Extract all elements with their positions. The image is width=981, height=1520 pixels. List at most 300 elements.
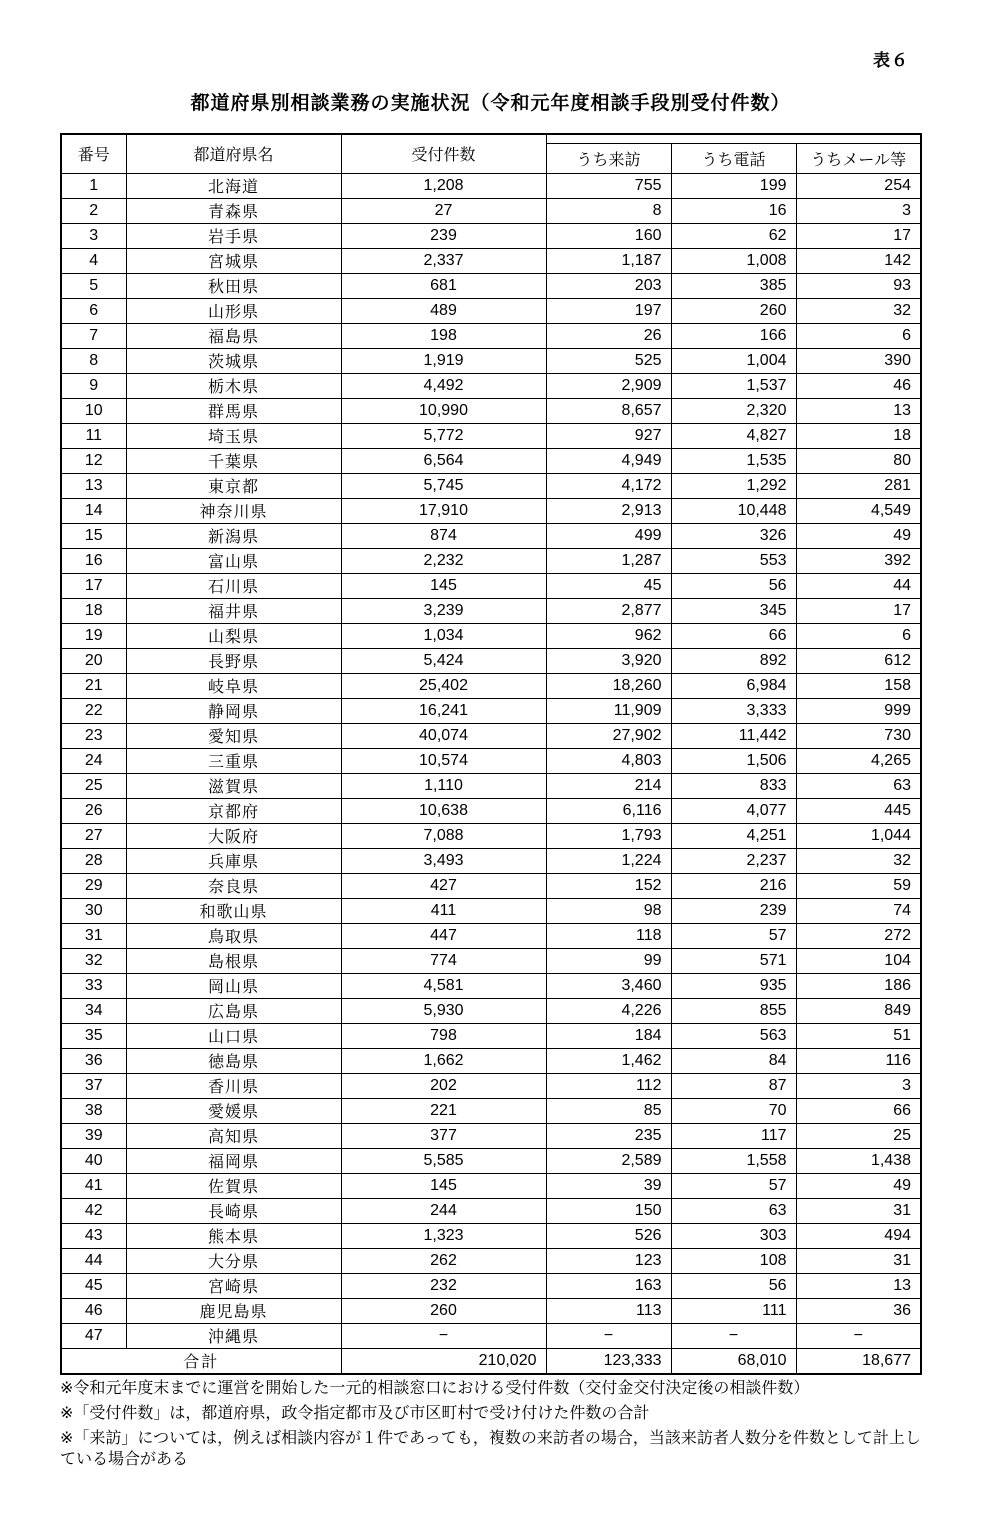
- row-total-cell: 10,574: [341, 748, 546, 773]
- page-title: 都道府県別相談業務の実施状況（令和元年度相談手段別受付件数）: [190, 93, 791, 114]
- table-row: [61, 223, 921, 248]
- row-phone-cell: 855: [671, 998, 796, 1023]
- row-phone-cell: 56: [671, 1273, 796, 1298]
- row-total-cell: 145: [341, 573, 546, 598]
- row-prefecture-cell: 群馬県: [126, 398, 341, 423]
- header-spacer: [546, 134, 921, 143]
- row-number-cell: 43: [61, 1223, 126, 1248]
- table-row: [61, 1298, 921, 1323]
- row-mail-cell: 31: [796, 1248, 921, 1273]
- prefecture-stats-table: [60, 133, 922, 1375]
- row-total-cell: 489: [341, 298, 546, 323]
- footnote: ※令和元年度末までに運営を開始した一元的相談窓口における受付件数（交付金交付決定後の相談件数）: [60, 1380, 810, 1397]
- row-mail-cell: 93: [796, 273, 921, 298]
- row-prefecture-cell: 山形県: [126, 298, 341, 323]
- row-visit-cell: 197: [546, 298, 671, 323]
- row-visit-cell: 4,226: [546, 998, 671, 1023]
- row-visit-cell: 4,172: [546, 473, 671, 498]
- row-prefecture-cell: 山口県: [126, 1023, 341, 1048]
- row-total-cell: 3,239: [341, 598, 546, 623]
- row-visit-cell: 927: [546, 423, 671, 448]
- table-row: [61, 898, 921, 923]
- row-mail-cell: 6: [796, 623, 921, 648]
- row-total-cell: 5,424: [341, 648, 546, 673]
- row-total-cell: 221: [341, 1098, 546, 1123]
- table-row: [61, 773, 921, 798]
- row-visit-cell: 27,902: [546, 723, 671, 748]
- row-phone-cell: 1,537: [671, 373, 796, 398]
- table-row: [61, 1123, 921, 1148]
- row-mail-cell: 254: [796, 173, 921, 198]
- row-number-cell: 4: [61, 248, 126, 273]
- row-mail-cell: 80: [796, 448, 921, 473]
- row-mail-cell: 104: [796, 948, 921, 973]
- total-row: [61, 1348, 921, 1374]
- row-phone-cell: 117: [671, 1123, 796, 1148]
- row-prefecture-cell: 東京都: [126, 473, 341, 498]
- row-prefecture-cell: 栃木県: [126, 373, 341, 398]
- row-total-cell: 1,208: [341, 173, 546, 198]
- row-total-cell: 239: [341, 223, 546, 248]
- row-prefecture-cell: 宮城県: [126, 248, 341, 273]
- row-number-cell: 21: [61, 673, 126, 698]
- row-visit-cell: 85: [546, 1098, 671, 1123]
- row-total-cell: 1,662: [341, 1048, 546, 1073]
- row-visit-cell: 11,909: [546, 698, 671, 723]
- row-visit-cell: 18,260: [546, 673, 671, 698]
- table-row: [61, 348, 921, 373]
- row-number-cell: 25: [61, 773, 126, 798]
- row-number-cell: 9: [61, 373, 126, 398]
- row-total-cell: 262: [341, 1248, 546, 1273]
- row-phone-cell: 70: [671, 1098, 796, 1123]
- row-visit-cell: 6,116: [546, 798, 671, 823]
- row-prefecture-cell: 京都府: [126, 798, 341, 823]
- row-mail-cell: 158: [796, 673, 921, 698]
- row-total-cell: 17,910: [341, 498, 546, 523]
- row-visit-cell: 4,949: [546, 448, 671, 473]
- row-phone-cell: 87: [671, 1073, 796, 1098]
- row-number-cell: 20: [61, 648, 126, 673]
- row-number-cell: 40: [61, 1148, 126, 1173]
- table-row: [61, 1048, 921, 1073]
- row-mail-cell: 13: [796, 398, 921, 423]
- row-phone-cell: 385: [671, 273, 796, 298]
- row-number-cell: 7: [61, 323, 126, 348]
- header-visit: うち来訪: [546, 143, 671, 173]
- row-total-cell: 7,088: [341, 823, 546, 848]
- row-prefecture-cell: 北海道: [126, 173, 341, 198]
- row-number-cell: 38: [61, 1098, 126, 1123]
- table-row: [61, 1273, 921, 1298]
- row-mail-cell: 142: [796, 248, 921, 273]
- row-prefecture-cell: 福岡県: [126, 1148, 341, 1173]
- row-visit-cell: 1,793: [546, 823, 671, 848]
- row-phone-cell: 553: [671, 548, 796, 573]
- row-mail-cell: 3: [796, 198, 921, 223]
- row-mail-cell: 66: [796, 1098, 921, 1123]
- row-number-cell: 31: [61, 923, 126, 948]
- row-mail-cell: 74: [796, 898, 921, 923]
- row-visit-cell: 4,803: [546, 748, 671, 773]
- row-visit-cell: 2,589: [546, 1148, 671, 1173]
- row-number-cell: 32: [61, 948, 126, 973]
- row-total-cell: 6,564: [341, 448, 546, 473]
- table-row: [61, 1198, 921, 1223]
- header-phone: うち電話: [671, 143, 796, 173]
- table-number-label: 表６: [873, 51, 909, 70]
- row-phone-cell: 563: [671, 1023, 796, 1048]
- row-number-cell: 45: [61, 1273, 126, 1298]
- row-phone-cell: 326: [671, 523, 796, 548]
- row-number-cell: 44: [61, 1248, 126, 1273]
- row-phone-cell: 2,237: [671, 848, 796, 873]
- table-row: [61, 623, 921, 648]
- row-visit-cell: 962: [546, 623, 671, 648]
- row-total-cell: 25,402: [341, 673, 546, 698]
- row-prefecture-cell: 茨城県: [126, 348, 341, 373]
- row-total-cell: 1,323: [341, 1223, 546, 1248]
- row-mail-cell: 1,044: [796, 823, 921, 848]
- row-number-cell: 2: [61, 198, 126, 223]
- row-visit-cell: 2,909: [546, 373, 671, 398]
- row-prefecture-cell: 千葉県: [126, 448, 341, 473]
- row-prefecture-cell: 福島県: [126, 323, 341, 348]
- table-footer: [61, 1348, 921, 1374]
- row-number-cell: 12: [61, 448, 126, 473]
- table-row: [61, 248, 921, 273]
- row-prefecture-cell: 奈良県: [126, 873, 341, 898]
- row-total-cell: 27: [341, 198, 546, 223]
- row-number-cell: 14: [61, 498, 126, 523]
- row-total-cell: 1,034: [341, 623, 546, 648]
- row-number-cell: 16: [61, 548, 126, 573]
- row-number-cell: 5: [61, 273, 126, 298]
- table-row: [61, 973, 921, 998]
- row-prefecture-cell: 鹿児島県: [126, 1298, 341, 1323]
- table-row: [61, 548, 921, 573]
- row-visit-cell: 8: [546, 198, 671, 223]
- row-visit-cell: 45: [546, 573, 671, 598]
- row-visit-cell: 755: [546, 173, 671, 198]
- row-number-cell: 39: [61, 1123, 126, 1148]
- row-number-cell: 36: [61, 1048, 126, 1073]
- row-total-cell: 1,110: [341, 773, 546, 798]
- row-number-cell: 33: [61, 973, 126, 998]
- row-prefecture-cell: 秋田県: [126, 273, 341, 298]
- row-visit-cell: 3,460: [546, 973, 671, 998]
- row-number-cell: 6: [61, 298, 126, 323]
- row-phone-cell: 239: [671, 898, 796, 923]
- row-number-cell: 46: [61, 1298, 126, 1323]
- table-row: [61, 1098, 921, 1123]
- row-number-cell: 28: [61, 848, 126, 873]
- table-row: [61, 1148, 921, 1173]
- row-mail-cell: 116: [796, 1048, 921, 1073]
- row-total-cell: 5,772: [341, 423, 546, 448]
- row-number-cell: 29: [61, 873, 126, 898]
- row-number-cell: 1: [61, 173, 126, 198]
- table-row: [61, 1173, 921, 1198]
- row-mail-cell: 36: [796, 1298, 921, 1323]
- row-visit-cell: 3,920: [546, 648, 671, 673]
- table-row: [61, 448, 921, 473]
- row-prefecture-cell: 兵庫県: [126, 848, 341, 873]
- row-visit-cell: 99: [546, 948, 671, 973]
- table-row: [61, 873, 921, 898]
- row-phone-cell: 57: [671, 1173, 796, 1198]
- row-total-cell: 260: [341, 1298, 546, 1323]
- row-total-cell: 145: [341, 1173, 546, 1198]
- row-visit-cell: 184: [546, 1023, 671, 1048]
- row-number-cell: 30: [61, 898, 126, 923]
- row-phone-cell: 345: [671, 598, 796, 623]
- row-number-cell: 37: [61, 1073, 126, 1098]
- row-number-cell: 34: [61, 998, 126, 1023]
- row-visit-cell: 98: [546, 898, 671, 923]
- row-mail-cell: 849: [796, 998, 921, 1023]
- row-prefecture-cell: 青森県: [126, 198, 341, 223]
- row-number-cell: 26: [61, 798, 126, 823]
- row-phone-cell: −: [671, 1323, 796, 1348]
- row-prefecture-cell: 愛知県: [126, 723, 341, 748]
- row-mail-cell: 730: [796, 723, 921, 748]
- row-number-cell: 13: [61, 473, 126, 498]
- row-phone-cell: 260: [671, 298, 796, 323]
- table-row: [61, 823, 921, 848]
- row-mail-cell: 63: [796, 773, 921, 798]
- table-row: [61, 1248, 921, 1273]
- row-mail-cell: 44: [796, 573, 921, 598]
- row-phone-cell: 4,827: [671, 423, 796, 448]
- row-phone-cell: 892: [671, 648, 796, 673]
- row-number-cell: 27: [61, 823, 126, 848]
- row-mail-cell: 17: [796, 223, 921, 248]
- row-mail-cell: 445: [796, 798, 921, 823]
- row-prefecture-cell: 埼玉県: [126, 423, 341, 448]
- row-visit-cell: 150: [546, 1198, 671, 1223]
- row-mail-cell: 17: [796, 598, 921, 623]
- table-row: [61, 398, 921, 423]
- table-row: [61, 923, 921, 948]
- row-mail-cell: 281: [796, 473, 921, 498]
- row-prefecture-cell: 長崎県: [126, 1198, 341, 1223]
- row-prefecture-cell: 徳島県: [126, 1048, 341, 1073]
- table-row: [61, 648, 921, 673]
- row-visit-cell: 1,462: [546, 1048, 671, 1073]
- table-row: [61, 1023, 921, 1048]
- row-phone-cell: 11,442: [671, 723, 796, 748]
- row-phone-cell: 1,558: [671, 1148, 796, 1173]
- row-mail-cell: 392: [796, 548, 921, 573]
- row-visit-cell: 525: [546, 348, 671, 373]
- footnotes: [60, 1378, 928, 1474]
- total-visit-value: 123,333: [546, 1348, 671, 1374]
- row-total-cell: 16,241: [341, 698, 546, 723]
- table-row: [61, 798, 921, 823]
- row-visit-cell: 113: [546, 1298, 671, 1323]
- table-row: [61, 998, 921, 1023]
- row-total-cell: 244: [341, 1198, 546, 1223]
- table-row: [61, 323, 921, 348]
- row-visit-cell: 123: [546, 1248, 671, 1273]
- row-total-cell: 3,493: [341, 848, 546, 873]
- row-total-cell: 4,492: [341, 373, 546, 398]
- row-phone-cell: 833: [671, 773, 796, 798]
- row-number-cell: 22: [61, 698, 126, 723]
- row-visit-cell: 2,877: [546, 598, 671, 623]
- header-total-count: 受付件数: [341, 134, 546, 173]
- row-total-cell: 10,638: [341, 798, 546, 823]
- row-total-cell: 10,990: [341, 398, 546, 423]
- row-phone-cell: 2,320: [671, 398, 796, 423]
- row-mail-cell: 49: [796, 1173, 921, 1198]
- row-phone-cell: 62: [671, 223, 796, 248]
- row-visit-cell: 112: [546, 1073, 671, 1098]
- row-prefecture-cell: 滋賀県: [126, 773, 341, 798]
- table-row: [61, 573, 921, 598]
- row-visit-cell: 203: [546, 273, 671, 298]
- table-row: [61, 723, 921, 748]
- table-row: [61, 673, 921, 698]
- table-row: [61, 173, 921, 198]
- table-row: [61, 298, 921, 323]
- row-total-cell: 377: [341, 1123, 546, 1148]
- row-total-cell: 202: [341, 1073, 546, 1098]
- row-total-cell: 774: [341, 948, 546, 973]
- row-number-cell: 17: [61, 573, 126, 598]
- row-mail-cell: 51: [796, 1023, 921, 1048]
- table-row: [61, 1323, 921, 1348]
- row-total-cell: 427: [341, 873, 546, 898]
- row-phone-cell: 4,251: [671, 823, 796, 848]
- row-prefecture-cell: 沖縄県: [126, 1323, 341, 1348]
- row-prefecture-cell: 宮崎県: [126, 1273, 341, 1298]
- row-phone-cell: 57: [671, 923, 796, 948]
- header-prefecture: 都道府県名: [126, 134, 341, 173]
- row-mail-cell: −: [796, 1323, 921, 1348]
- row-visit-cell: 8,657: [546, 398, 671, 423]
- footnote: ※「来訪」については，例えば相談内容が１件であっても，複数の来訪者の場合，当該来訪者人数分を件数として計上している場合がある: [60, 1430, 921, 1469]
- total-mail-value: 18,677: [796, 1348, 921, 1374]
- row-mail-cell: 46: [796, 373, 921, 398]
- row-prefecture-cell: 山梨県: [126, 623, 341, 648]
- row-total-cell: 681: [341, 273, 546, 298]
- row-prefecture-cell: 三重県: [126, 748, 341, 773]
- row-number-cell: 41: [61, 1173, 126, 1198]
- row-visit-cell: 526: [546, 1223, 671, 1248]
- row-mail-cell: 4,549: [796, 498, 921, 523]
- row-phone-cell: 303: [671, 1223, 796, 1248]
- row-number-cell: 3: [61, 223, 126, 248]
- row-total-cell: 2,337: [341, 248, 546, 273]
- row-mail-cell: 390: [796, 348, 921, 373]
- row-mail-cell: 4,265: [796, 748, 921, 773]
- row-number-cell: 23: [61, 723, 126, 748]
- row-visit-cell: −: [546, 1323, 671, 1348]
- row-number-cell: 10: [61, 398, 126, 423]
- row-prefecture-cell: 富山県: [126, 548, 341, 573]
- row-visit-cell: 1,224: [546, 848, 671, 873]
- table-row: [61, 198, 921, 223]
- row-number-cell: 15: [61, 523, 126, 548]
- table-row: [61, 848, 921, 873]
- row-prefecture-cell: 岐阜県: [126, 673, 341, 698]
- table-row: [61, 498, 921, 523]
- row-phone-cell: 16: [671, 198, 796, 223]
- row-visit-cell: 214: [546, 773, 671, 798]
- row-visit-cell: 26: [546, 323, 671, 348]
- row-number-cell: 42: [61, 1198, 126, 1223]
- row-visit-cell: 163: [546, 1273, 671, 1298]
- table-header: [61, 134, 921, 173]
- table-row: [61, 948, 921, 973]
- total-count-value: 210,020: [341, 1348, 546, 1374]
- row-prefecture-cell: 広島県: [126, 998, 341, 1023]
- row-mail-cell: 612: [796, 648, 921, 673]
- row-phone-cell: 56: [671, 573, 796, 598]
- row-visit-cell: 118: [546, 923, 671, 948]
- row-phone-cell: 1,004: [671, 348, 796, 373]
- row-number-cell: 24: [61, 748, 126, 773]
- row-mail-cell: 3: [796, 1073, 921, 1098]
- row-mail-cell: 18: [796, 423, 921, 448]
- row-mail-cell: 25: [796, 1123, 921, 1148]
- row-phone-cell: 4,077: [671, 798, 796, 823]
- row-total-cell: 4,581: [341, 973, 546, 998]
- row-prefecture-cell: 神奈川県: [126, 498, 341, 523]
- row-phone-cell: 10,448: [671, 498, 796, 523]
- row-total-cell: 198: [341, 323, 546, 348]
- row-total-cell: 411: [341, 898, 546, 923]
- row-number-cell: 35: [61, 1023, 126, 1048]
- row-visit-cell: 160: [546, 223, 671, 248]
- row-visit-cell: 499: [546, 523, 671, 548]
- row-visit-cell: 1,187: [546, 248, 671, 273]
- row-mail-cell: 999: [796, 698, 921, 723]
- row-prefecture-cell: 静岡県: [126, 698, 341, 723]
- row-prefecture-cell: 熊本県: [126, 1223, 341, 1248]
- row-total-cell: 2,232: [341, 548, 546, 573]
- row-prefecture-cell: 長野県: [126, 648, 341, 673]
- row-total-cell: 232: [341, 1273, 546, 1298]
- row-total-cell: −: [341, 1323, 546, 1348]
- table-row: [61, 473, 921, 498]
- row-number-cell: 8: [61, 348, 126, 373]
- row-phone-cell: 1,008: [671, 248, 796, 273]
- table-row: [61, 273, 921, 298]
- row-prefecture-cell: 大分県: [126, 1248, 341, 1273]
- row-phone-cell: 571: [671, 948, 796, 973]
- row-total-cell: 40,074: [341, 723, 546, 748]
- table-row: [61, 1223, 921, 1248]
- table-row: [61, 1073, 921, 1098]
- row-phone-cell: 1,292: [671, 473, 796, 498]
- row-prefecture-cell: 愛媛県: [126, 1098, 341, 1123]
- row-number-cell: 18: [61, 598, 126, 623]
- row-visit-cell: 2,913: [546, 498, 671, 523]
- total-phone-value: 68,010: [671, 1348, 796, 1374]
- table-row: [61, 523, 921, 548]
- row-mail-cell: 6: [796, 323, 921, 348]
- row-phone-cell: 1,535: [671, 448, 796, 473]
- row-mail-cell: 31: [796, 1198, 921, 1223]
- row-prefecture-cell: 岩手県: [126, 223, 341, 248]
- row-phone-cell: 166: [671, 323, 796, 348]
- row-mail-cell: 494: [796, 1223, 921, 1248]
- table-row: [61, 423, 921, 448]
- row-mail-cell: 49: [796, 523, 921, 548]
